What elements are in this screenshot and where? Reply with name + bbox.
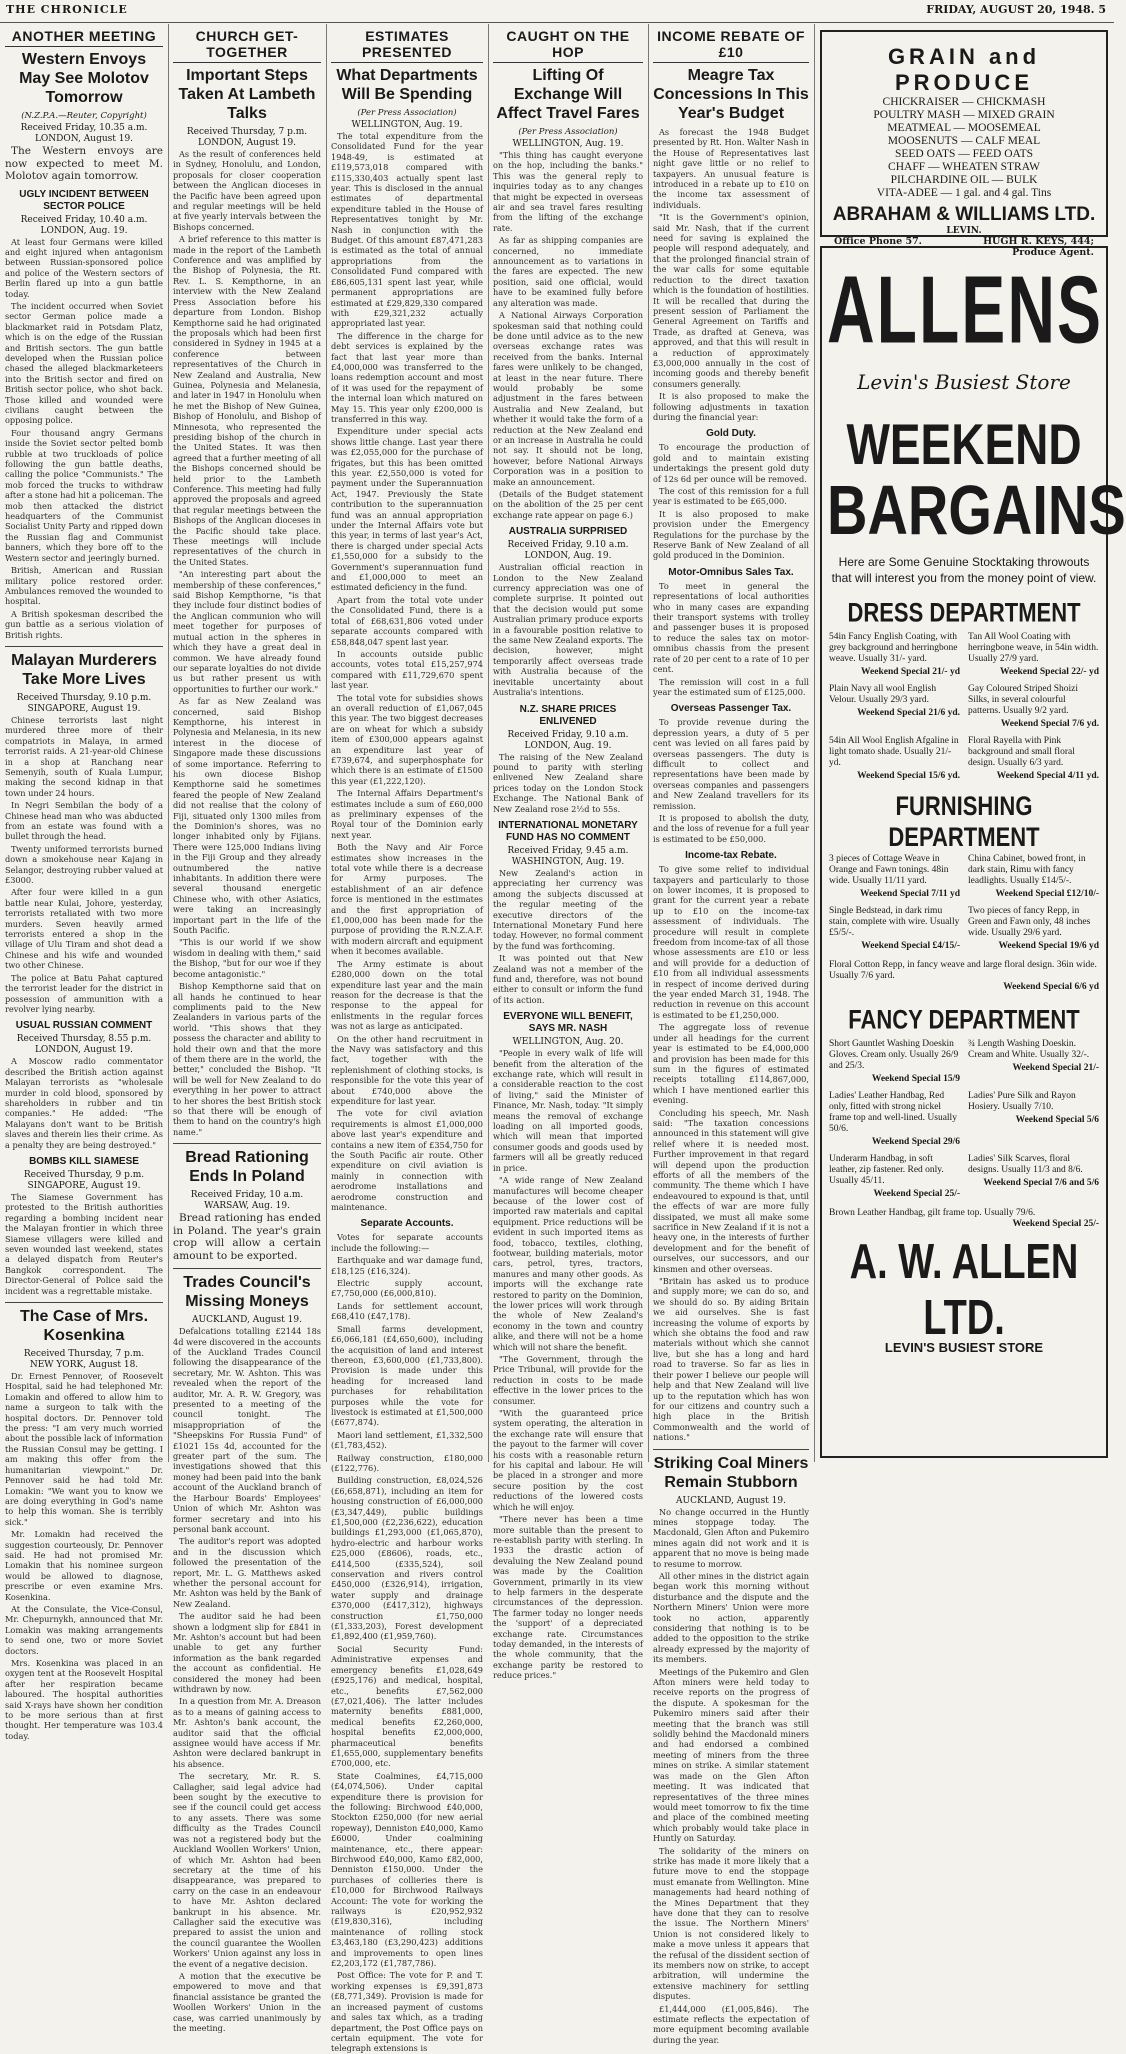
received-line: Received Friday, 10 a.m. [190,1190,304,1201]
column-2 [170,24,324,2033]
divider [5,1302,163,1303]
dateline: LONDON, August 19. [34,1045,134,1056]
paragraph: All other mines in the district again began work this morning without disturbance and the dispute and the Northern Miners' Union were more took no action, apparently considering that nothing is to be added to the opposition to the strike already expressed by the majority of its members. [653,1570,809,1665]
byline: (N.Z.P.A.—Reuter, Copyright) [21,111,147,121]
subheading: N.Z. SHARE PRICES ENLIVENED [519,703,617,727]
dateline: WELLINGTON, Aug. 19. [351,120,463,130]
dateline: LONDON, Aug. 19. [40,225,128,236]
paragraph: State Coalmines, £4,715,000 (£4,074,506). Under capital expenditure there is provision for the following: Birchwood £40,000, Stockton £250,000 (for new aerial ropeway), Denniston £40,000, Kamo £6000, Under coalmining maintenance, etc., there appear: Birchwood £40,000, Kamo £82,000, Denniston £150,000. Under the purchases of collieries there is £10,000 for Birchwood Railways Account: The vote for working the railways is £20,952,932 (£19,830,316), including maintenance of rolling stock £3,463,180 (£3,290,423) additions and improvements to open lines £2,203,172 (£1,787,786). [331,1770,483,1969]
received-line: Received Thursday, 9.10 p.m. [16,692,152,703]
product-line: SEED OATS — FEED OATS [894,148,1033,160]
paragraph: The incident occurred when Soviet sector German police made a blackmarket raid in Potsdam Platz, which is on the edge of the Russian and British sectors. The gun battle developed when the Russian police chased the alleged blackmarketeers into the British sector and fired on British sector police, who shot back. Those killed and wounded were civilians caught between the opposing police. [5,300,163,426]
article-headline: Important Steps Taken At Lambeth Talks [178,67,316,122]
dress-items [827,632,1101,782]
article-kicker: ESTIMATES PRESENTED [331,28,483,63]
subheading: USUAL RUSSIAN COMMENT [15,1020,153,1032]
store-slogan: Levin's Busiest Store [857,370,1071,394]
paragraph: After four were killed in a gun battle near Kulai, Johore, yesterday, terrorists retaliated with two more murders. Seven heavily armed terrorists entered a shop in the village of Ulu Tiram and shot dead a Chinese and his wife and wounded two other Chinese. [5,887,163,971]
column-rule [648,24,649,1462]
paragraph: The vote for civil aviation requirements is almost £1,000,000 above last year's expenditure and contains a new item of £354,750 for the South Pacific air route. Other expenditure on civil aviation is mainly in connection with aerodrome installations and aerodrome construction and maintenance. [331,1108,483,1213]
divider [653,1449,809,1450]
paragraph: Bishop Kempthorne said that on all hands he continued to hear compliments paid to the New Zealanders in various parts of the world. "This shows that they possess the character and ability to hold their own and that the more of them there are in the world, the better," concluded the Bishop. "It will be well for New Zealand to do everything in her power to attract to her shores the best British stock so that there will be enough of them to hand on the country's high name." [173,981,321,1137]
article-headline: Malayan Murderers Take More Lives [11,651,157,688]
firm-name: ABRAHAM & WILLIAMS LTD. [832,204,1096,225]
received-line: Received Thursday, 9 p.m. [23,1169,145,1180]
paragraph: The difference in the charge for debt services is explained by the fact that last year more than £4,000,000 was transferred to the loans redemption account and most of it was used for the repayment of the internal loan which matured on May 15. This year only £200,000 is transferred in this way. [331,330,483,424]
paragraph: "This is our world if we show wisdom in dealing with them," said the Bishop, "but for our woe if they become antagonistic." [173,937,321,979]
subheading: Separate Accounts. [360,1218,454,1230]
paragraph: Dr. Ernest Pennover, of Roosevelt Hospital, said he had telephoned Mr. Lomakin and offered to allow him to name a surgeon to talk with the hospital doctors. Dr. Pennover told the press: "I am very much worried about the possible lack of information the Russian Consul may be getting. I am making this offer from the humanitarian viewpoint." Dr. Pennover said he had told Mr. Lomakin: "We want you to know we are doing everything in God's name to help this woman. She is terribly sick." [5,1371,163,1527]
product-line: PILCHARDINE OIL — BULK [890,174,1038,186]
column-rule [168,24,169,1462]
office-phone: Office Phone 57. [834,236,922,247]
sale-item: 54in All Wool English Afgaline in light tomato shade. Usually 21/- yd. Weekend Special 15/6 yd. [829,736,960,781]
sale-item: Ladies' Silk Scarves, floral designs. Usually 11/3 and 8/6. Weekend Special 7/6 and 5/6 [968,1154,1099,1188]
paragraph: To encourage the production of gold and to maintain existing undertakings the present gold duty of 12s 6d per ounce will be removed. [653,442,809,484]
paragraph: The Siamese Government has protested to the British authorities regarding a bombing incident near the Malayan frontier in which three Siamese villagers were killed and seven wounded last weekend, states a delayed dispatch from Reuter's Bangkok correspondent. The Director-General of Police said the incident was a regrettable mistake. [5,1191,163,1296]
dateline: LONDON, Aug. 19. [524,740,612,751]
subheading: UGLY INCIDENT BETWEEN SECTOR POLICE [19,188,149,212]
subheading: Gold Duty. [706,428,756,440]
column-rule [814,24,815,1462]
paragraph: Mr. Lomakin had received the suggestion courteously, Dr. Pennover said. He had not promised Mr. Lomakin that his nominee surgeon would be allowed to diagnose, prescribe or even examine Mrs. Kosenkina. [5,1529,163,1602]
allens-ad [820,246,1126,1458]
article-headline: Lifting Of Exchange Will Affect Travel Fares [496,67,640,122]
subheading: Income-tax Rebate. [685,850,777,862]
paragraph: The secretary, Mr. R. S. Callagher, said legal advice had been sought by the executive to see if the council could get access to any assets. There was some difficulty as the Trades Council was not a registered body but the Auckland Woollen Workers' Union, of which Mr. Ashton had been secretary at the time of his disappearance, was prepared to carry on the case in an endeavour to have Mr. Ashton declared bankrupt in his absence. Mr. Callagher said the executive was prepared to assist the union and the council guarantee the Woollen Workers' Union against any loss in the event of a negative decision. [173,1771,321,1969]
sale-item: ¾ Length Washing Doeskin. Cream and White. Usually 32/-. Weekend Special 21/- [968,1039,1099,1073]
paragraph: The remission will cost in a full year the estimated sum of £125,000. [653,676,809,697]
sale-item: Floral Cotton Repp, in fancy weave and large floral design. 36in wide. Usually 7/6 yard. Weekend Special 6/6 yd [829,960,1099,992]
dateline: LONDON, Aug. 19. [524,551,612,562]
sale-item: Two pieces of fancy Repp, in Green and Fawn only, 48 inches wide. Usually 29/6 yard. Weekend Special 19/6 yd [968,906,1099,951]
article-headline: Meagre Tax Concessions In This Year's Budget [653,67,809,122]
furnishing-items [827,854,1101,952]
ad-title: PRODUCE [894,70,1033,95]
paragraph: "Britain has asked us to produce and supply more; we can do so, and we should do so. By aiding Britain we aid ourselves. She is fast increasing the volume of exports by which she obtains the food and raw materials without which she cannot live, but she has a long and hard road to traverse. So far as lies in their power I believe our people will help and that New Zealand will live up to the reputation which has won for our citizens and country such a high place in the British Commonwealth and the world of nations." [653,1276,809,1443]
paragraph: New Zealand's action in appreciating her currency was among the subjects discussed at the regular meeting of the executive directors of the International Monetary Fund here today. However, no formal comment by the fund was forthcoming. [493,867,643,951]
dateline: SINGAPORE, August 19. [27,703,141,714]
paragraph: Expenditure under special acts shows little change. Last year there was £2,055,000 for the purchase of frigates, but this has been omitted this year. £2,550,000 is voted for payment under the Superannuation Act, 1947. Previously the State contribution to the superannuation fund was an annual appropriation under the Internal Affairs vote but this year, in terms of last year's Act, there is charged under special Acts £1,550,000 for a subsidy to the Government's superannuation fund and £1,000,000 to meet an estimated deficiency in the fund. [331,426,483,593]
paragraph: The total vote for subsidies shows an overall reduction of £1,067,045 this year. The two biggest decreases are on wheat for which a subsidy item of £300,000 appears against an expenditure last year of £739,674, and superphosphate for which there is an estimate of £1500 this year (£1,222,120). [331,692,483,786]
paragraph: Bread rationing has ended in Poland. The year's grain crop will allow a certain amount to be exported. [173,1212,321,1262]
paragraph: No change occurred in the Huntly mines stoppage today. The Macdonald, Glen Afton and Pukemiro mines again did not work and it is apparent that no move is being made to resume to morrow. [653,1506,809,1569]
dateline: WELLINGTON, Aug. 19. [512,139,624,149]
paragraph: "With the guaranteed price system operating, the alteration in the exchange rate will ensure that the payout to the farmer will cover his costs with a reasonable return for his capital and labour. He will be placed in a stronger and more secure position by the cost reductions of the lowered costs which he will enjoy. [493,1408,643,1512]
column-rule [488,24,489,1462]
product-line: MOOSENUTS — CALF MEAL [887,135,1041,147]
article-kicker: CAUGHT ON THE HOP [493,28,643,63]
ad-title: GRAIN and [887,44,1041,69]
article-kicker: CHURCH GET-TOGETHER [173,28,321,63]
paragraph: The Army estimate is about £280,000 down on the total expenditure last year and the main reason for the decrease is that the response to the appeal for enlistments in the regular forces was not as large as anticipated. [331,958,483,1032]
column-3 [328,24,486,2054]
subheading: BOMBS KILL SIAMESE [29,1155,139,1167]
paragraph: Earthquake and war damage fund, £18,125 (£16,324). [331,1255,483,1276]
fancy-department-heading: FANCY DEPARTMENT [848,1004,1080,1035]
dateline: AUCKLAND, August 19. [192,1315,302,1326]
product-line: CHAFF — WHEATEN STRAW [888,161,1040,173]
paragraph: It is also proposed to make provision under the Emergency Regulations for the purchase by the Reserve Bank of New Zealand of all gold produced in the Dominion. [653,508,809,561]
paragraph: The aggregate loss of revenue under all headings for the current year is estimated to be £4,000,000 and provision has been made for this sum in the figures of estimated receipts totalling £114,867,000, which I have mentioned earlier this evening. [653,1022,809,1106]
product-line: MEATMEAL — MOOSEMEAL [887,122,1041,134]
paragraph: "This thing has caught everyone on the hop, including the banks." This was the general reply to inquiries today as to any changes that might be expected in overseas air and sea travel fares resulting from the lifting of the exchange rate. [493,150,643,233]
paragraph: "People in every walk of life will benefit from the alteration of the exchange rate, which will result in a considerable reaction to the cost of living," said the Minister of Finance, Mr. Nash, today. "It simply means the removal of exchange loading on all imported goods, which will mean that imported consumer goods and goods used by farmers will all be greatly reduced in price. [493,1048,643,1173]
dateline: SINGAPORE, August 19. [27,1180,141,1191]
received-line: Received Friday, 10.35 a.m. [20,123,148,133]
paragraph: £1,444,000 (£1,005,846). The estimate reflects the expectation of more equipment becoming available during the year. [653,2003,809,2045]
paragraph: Electric supply account, £7,750,000 (£6,000,810). [331,1278,483,1299]
paragraph: Concluding his speech, Mr. Nash said: "The taxation concessions announced in this statement will give relief where it is needed most. Further improvement in that regard will depend upon the production efforts of all the members of the community. The theme which I have endeavoured to expound is that, until the effects of war are more fully dissipated, we must all make some sacrifice in New Zealand if it is not a heavy one, in the interests of further development and for the benefit of ourselves, our successors, and our kinsmen and other overseas. [653,1107,809,1274]
paragraph: To give some relief to individual taxpayers and particularly to those on lower incomes, it is proposed to grant for the current year a rebate up to £10 on the income-tax assessment of individuals. The procedure will result in complete freedom from income-tax of all those whose assessments are £10 or less and will provide for a deduction of £10 from all individual assessments in respect of income derived during the year ended March 31, 1948. The reduction in revenue on this account is estimated to be £1,250,000. [653,864,809,1020]
article-headline: The Case of Mrs. Kosenkina [19,1308,149,1345]
paragraph: In accounts outside public accounts, votes total £15,257,974 compared with £11,729,670 spent last year. [331,648,483,691]
dateline: WARSAW, Aug. 19. [204,1201,290,1212]
paragraph: The solidarity of the miners on strike has made it more likely that a future move to end the stoppage must emanate from Wellington. Mine managements had heard nothing of the Mines Department that they have done that they can to resolve the issue. The Northern Miners' Union is not considered likely to make a move unless it appears that the refusal of the dissident section of its members now on strike, to accept arbitration, will undermine the extensive machinery for settling disputes. [653,1845,809,2002]
dateline: AUCKLAND, August 19. [676,1495,786,1506]
column-4 [490,24,646,1681]
paragraph: To meet in general the representations of local authorities who in many cases are expanding their transport systems with trolley and passenger buses it is proposed to reduce the sales tax on motor-omnibus chassis from the present rate of 20 per cent to a rate of 10 per cent. [653,580,809,675]
product-list [828,96,1100,200]
paragraph: "An interesting part about the membership of these conferences," said Bishop Kempthorne, "is that they include four distinct bodies of the Anglican communion who will meet together for purposes of mutual action in the spheres in which they have a great deal in common. We have already found our separate loyalties do not divide us but rather present us with opportunities to further our work." [173,569,321,694]
article-lead: The Western envoys are now expected to meet M. Molotov again tomorrow. [5,145,163,182]
column-1 [2,24,166,1741]
sale-item: Plain Navy all wool English Velour. Usually 29/3 yard. Weekend Special 21/6 yd. [829,684,960,718]
paragraph: "It is the Government's opinion, said Mr. Nash, that if the current need for saving is explained the people will respond adequately, and that the prolonged financial strain of the war calls for some equitable reduction to the direct taxation which is the foundation of hostilities. It will be recalled that during the present session of Parliament the General Agreement on Tariffs and Trade, as drafted at Geneva, was approved, and that this will result in a reduction of approximately £3,000,000 annually in the cost of incoming goods and thereby benefit consumers generally. [653,212,809,389]
paragraph: The police at Batu Pahat captured the terrorist leader for the district in possession of ammunition with a revolver lying nearby. [5,972,163,1014]
paragraph: A motion that the executive be empowered to move and that financial assistance be granted the Woollen Workers' Union in the case, was carried unanimously by the meeting. [173,1970,321,2033]
sale-item: 54in Fancy English Coating, with grey background and herringbone weave. Usually 31/- yard. Weekend Special 21/- yd [829,632,960,677]
paragraph: A British spokesman described the gun battle as a serious violation of British rights. [5,608,163,640]
paragraph: Lands for settlement account, £68,410 (£47,178). [331,1300,483,1322]
paragraph: "There never has been a time more suitable than the present to re-establish parity with sterling. In 1933 the drastic action of devaluing the New Zealand pound was made by the Coalition Government, primarily in its view to help farmers in the desperate circumstances of the depression. The farmer today no longer needs the 'support' of a depreciated exchange rate. Circumstances today demanded, in the interests of the whole community, that the exchange parity be restored to reduce prices." [493,1514,643,1681]
weekend-heading: WEEKEND [846,411,1082,477]
fancy-items [827,1039,1101,1200]
sale-item: Tan All Wool Coating with herringbone weave, in 54in width. Usually 27/9 yard. Weekend Special 22/- yd [968,632,1099,677]
paragraph: Australian official reaction in London to the New Zealand currency appreciation was one of complete surprise. It pointed out that the decision would put some Australian primary produce exports in a favourable position relative to the same New Zealand exports. The decision, however, might temporarily affect overseas trade with Australia because of the inevitable uncertainty about Australia's intentions. [493,562,643,698]
article-headline: Trades Council's Missing Moneys [183,1274,311,1311]
paragraph: Post Office: The vote for P. and T. working expenses is £9,391,873 (£8,771,349). Provision is made for an increased payment of customs and sales tax which, as a trading department, the Post Office pays on certain equipment. The vote for telegraph extensions is [331,1970,483,2054]
firm-town: LEVIN. [946,226,982,236]
product-line: POULTRY MASH — MIXED GRAIN [873,109,1055,121]
column-5 [650,24,812,2045]
masthead [0,0,1114,23]
paragraph: Chinese terrorists last night murdered three more of their compatriots in Malaya, in armed terrorist raids. A 21-year-old Chinese in a shop at Ranchang near Semenyih, south of Kuala Lumpur, making the second kidnap in that town under 24 hours. [5,714,163,798]
dress-department-heading: DRESS DEPARTMENT [847,597,1081,628]
paragraph: Apart from the total vote under the Consolidated Fund, there is a total of £68,631,806 voted under separate accounts compared with £58,848,047 spent last year. [331,594,483,647]
dateline: WELLINGTON, Aug. 20. [512,1037,624,1048]
article-headline: What Departments Will Be Spending [336,67,478,103]
produce-agent: HUGH R. KEYS, 444; Produce Agent. [983,236,1094,258]
article-kicker: ANOTHER MEETING [5,28,163,47]
subheading: AUSTRALIA SURPRISED [508,526,628,538]
divider [173,1143,321,1144]
sale-item: China Cabinet, bowed front, in dark stain, Rimu with fancy leadlights. Usually £14/5/-. Weekend Special £12/10/- [968,854,1099,899]
product-line: CHICKRAISER — CHICKMASH [882,96,1046,108]
paragraph: The cost of this remission for a full year is estimated to be £65,000. [653,486,809,507]
paragraph: On the other hand recruitment in the Navy was satisfactory and this fact, together with the replenishment of clothing stocks, is responsible for the vote this year of about £740,000 above the expenditure for last year. [331,1033,483,1106]
sale-item: Floral Rayella with Pink background and small floral design. Usually 6/3 yard. Weekend Special 4/11 yd. [968,736,1099,781]
column-rule [326,24,327,1462]
subheading: EVERYONE WILL BENEFIT, SAYS MR. NASH [503,1011,633,1035]
dateline: WASHINGTON, Aug. 19. [511,856,625,867]
paragraph: Four thousand angry Germans inside the Soviet sector pelted bomb rubble at two truckloads of police following the gun battle deaths, calling the police "Communists." The mob forced the trucks to withdraw after a stone had hit a policeman. The mob then attacked the district headquarters of the Communist Socialist Unity Party and ripped down the Russian flag and Communist banners, which they bore off to the Western sector and jeeringly burned. [5,427,163,563]
paragraph: In a question from Mr. A. Dreason as to a means of gaining access to Mr. Ashton's bank account, the auditor said that the official assignee would have access if Mr. Ashton were declared bankrupt in his absence. [173,1696,321,1769]
paragraph: The total expenditure from the Consolidated Fund for the year 1948-49, is estimated at £119,573,018 compared with £115,330,403 actually spent last year. This is disclosed in the annual estimates of departmental expenditure tabled in the House of Representatives tonight by Mr. Nash in conjunction with the Budget. Of this amount £87,471,283 is estimated as the total of annual appropriations from the Consolidated Fund compared with £86,605,131 spent last year, while permanent appropriations are estimated at £29,829,330 compared with £29,321,232 actually appropriated last year. [331,131,483,329]
dateline: LONDON, August 19. [197,138,297,148]
paragraph: The Internal Affairs Department's estimates include a sum of £60,000 as preliminary expenses of the Royal tour of the Dominion early next year. [331,788,483,840]
paragraph: As forecast the 1948 Budget presented by Rt. Hon. Walter Nash in the House of Representatives last night gave little or no relief to taxpayers. An unusual feature is introduced in a rebate up to £10 on the income tax assessment of individuals. [653,127,809,210]
paragraph: (Details of the Budget statement on the abolition of the 25 per cent exchange rate appear on page 6.) [493,489,643,520]
received-line: Received Friday, 9.10 a.m. [507,729,629,740]
issue-date: FRIDAY, AUGUST 20, 1948. 5 [926,3,1106,16]
paper-name: THE CHRONICLE [6,3,128,16]
dateline: LONDON, August 19. [34,134,134,144]
subheading: Motor-Omnibus Sales Tax. [668,566,794,578]
paragraph: Meetings of the Pukemiro and Glen Afton miners were held today to receive reports on the progress of the dispute. A spokesman for the Pukemiro miners said after their meeting that the branch was still solidly behind the Macdonald miners and had endorsed a combined meeting of miners from the three mines on strike. A similar statement was made on the Glen Afton meeting. It was indicated that representatives of the three mines would meet tomorrow to fix the time and place of the combined meeting which probably would take place in Huntly on Saturday. [653,1666,809,1844]
article-headline: Bread Rationing Ends In Poland [185,1149,309,1186]
paragraph: It is proposed to abolish the duty, and the loss of revenue for a full year is estimated to be £50,000. [653,812,809,844]
firm-name: A. W. ALLEN LTD. [849,1235,1079,1346]
paragraph: Defalcations totalling £2144 18s 4d were discovered in the accounts of the Auckland Trades Council following the disappearance of the secretary, Mr. W. Ashton. This was revealed when the report of the auditor, Mr. A. R. W. Gregory, was presented to a meeting of the council tonight. The misappropriation of the "Sheepskins For Russia Fund" of £1021 15s 4d, accounted for the greater part of the sum. The investigations showed that this money had been paid into the bank account of the Auckland branch of the Harbour Boards' Employees' Union of which Mr. Ashton was former secretary and into his personal bank account. [173,1326,321,1534]
received-line: Received Thursday, 7 p.m. [23,1349,145,1360]
paragraph: Railway construction, £180,000 (£122,776). [331,1452,483,1473]
paragraph: As far as shipping companies are concerned, no immediate announcement as to variations in the fares are expected. The new position, said one official, would have to be examined fully before any alteration was made. [493,235,643,308]
divider [5,646,163,647]
product-line: VITA-ADEE — 1 gal. and 4 gal. Tins [876,187,1052,199]
received-line: Received Friday, 10.40 a.m. [20,214,148,225]
dateline: NEW YORK, August 18. [29,1360,139,1371]
paragraph: To provide revenue during the depression years, a duty of 5 per cent was levied on all fares paid by overseas passengers. The duty is difficult to collect and representations have been made by overseas companies and passengers and New Zealand travellers for its remission. [653,717,809,811]
paragraph: The raising of the New Zealand pound to parity with sterling enlivened New Zealand share prices today on the London Stock Exchange. The National Bank of New Zealand rose 2½d to 55s. [493,751,643,814]
store-name: ALLENS [827,255,1103,363]
paragraph: A brief reference to this matter is made in the report of the Lambeth Conference and was amplified by the Bishop of Polynesia, the Rt. Rev. L. S. Kempthorne, in an interview with the New Zealand Press Association before his departure from London. Bishop Kempthorne said he had originated the proposals which had been first considered in Sydney in 1945 at a conference between representatives of the Church in New Zealand and Australia, New Guinea, Polynesia and Melanesia, and later in 1947 in Honolulu when he met the Bishop of New Guinea, Bishop of Honolulu, and Bishop of Minnesota, who represented the presiding bishop of the church in the United States. It was then agreed that a further meeting of all the Bishops concerned should be held prior to the Lambeth Conference. This meeting had fully approved the proposals and agreed that regular meetings between the Bishops of the Anglican dioceses in the Pacific should take place. These meetings will include representatives of the church in the United States. [173,234,321,567]
paragraph: At least four Germans were killed and eight injured when antagonism between Russian-sponsored police and police of the Western sectors of Berlin flared up into a gun battle today. [5,236,163,299]
ad-intro: Here are Some Genuine Stocktaking throwouts that will interest you from the money point of view. [831,555,1097,585]
furnishing-department-heading: FURNISHING DEPARTMENT [888,790,1040,852]
received-line: Received Thursday, 8.55 p.m. [16,1034,152,1045]
grain-produce-ad [820,30,1108,258]
paragraph: The auditor said he had been shown a lodgment slip for £841 in Mr. Ashton's account but had been unable to get any further information as the bank regarded the account as confidential. He considered the money had been withdrawn by now. [173,1611,321,1694]
paragraph: As the result of conferences held in Sydney, Honolulu, and London, proposals for closer cooperation between the Anglican dioceses in the Pacific have been agreed upon and regular meetings will be held at five yearly intervals between the Bishops concerned. [173,149,321,232]
paragraph: In Negri Sembilan the body of a Chinese head man who was abducted from an estate was found with a bullet through the head. [5,800,163,842]
store-tagline: LEVIN'S BUSIEST STORE [884,1340,1044,1355]
received-line: Received Friday, 9.10 a.m. [507,540,629,551]
sale-item: Ladies' Leather Handbag, Red only, fitted with strong nickel frame top and well-lined. Usually 50/6. Weekend Special 29/6 [829,1091,960,1147]
paragraph: Both the Navy and Air Force estimates show increases in the total vote while there is a decrease for Army purposes. The establishment of an air defence force is mentioned in the estimates and the first appropriation of £1,000,000 has been made for the purpose of providing the R.N.Z.A.F. with modern aircraft and equipment when it becomes available. [331,842,483,957]
sale-item: Brown Leather Handbag, gilt frame top. Usually 79/6. Weekend Special 25/- [829,1208,1099,1229]
received-line: Received Thursday, 7 p.m. [186,127,308,137]
divider [173,1268,321,1269]
sale-item: Single Bedstead, in dark rimu stain, complete with wire. Usually £5/5/-. Weekend Special £4/15/- [829,906,960,951]
byline: (Per Press Association) [357,108,457,118]
sale-item: Ladies' Pure Silk and Rayon Hosiery. Usually 7/10. Weekend Special 5/6 [968,1091,1099,1125]
paragraph: Mrs. Kosenkina was placed in an oxygen tent at the Roosevelt Hospital after her respiration became laboured. The hospital authorities said X-rays have shown her condition to be more serious than at first thought. Her temperature was 103.4 today. [5,1658,163,1741]
paragraph: Votes for separate accounts include the following:— [331,1232,483,1253]
paragraph: "The Government, through the Price Tribunal, will provide for the reduction in costs to be made effective in the lower prices to the consumer. [493,1354,643,1406]
paragraph: Building construction, £8,024,526 (£6,658,871), including an item for housing construction of £6,000,000 (£3,347,449), public buildings £1,500,000 (£2,236,622), education buildings £1,293,000 (£1,065,870), hydro-electric and harbour works £25,000 (£8606), roads, etc., £414,500 (£335,524), soil conservation and rivers control £450,000 (£326,914), irrigation, water supply and drainage £370,000 (£417,312), highways construction £1,750,000 (£1,333,203), Forest development £1,892,400 (£1,959,760). [331,1475,483,1642]
paragraph: Maori land settlement, £1,332,500 (£1,783,452). [331,1429,483,1451]
paragraph: A Moscow radio commentator described the British action against Malayan terrorists as "wholesale murder in cold blood, sponsored by shareholders in rubber and tin companies." He added: "The Malayans don't want to be British slaves and therein lies their crime. As a penalty they are being destroyed." [5,1056,163,1150]
received-line: Received Friday, 9.45 a.m. [507,845,629,856]
paragraph: Social Security Fund: Administrative expenses and emergency benefits £1,028,649 (£925,176) and medical, hospital, etc., benefits £7,562,000 (£7,021,406). The latter includes maternity benefits £881,000, medical benefits £2,260,000, hospital benefits £2,000,000, pharmaceutical benefits £1,655,000, supplementary benefits £700,000, etc. [331,1643,483,1769]
subheading: Overseas Passenger Tax. [670,703,792,715]
paragraph: "A wide range of New Zealand manufactures will become cheaper because of the lower cost of imported raw materials and capital equipment. Price reductions will be evident in such imported items as food, tobacco, textiles, clothing, footwear, building materials, motor cars, petrol, tyres, tractors, manures and many other goods. As imports will the exchange rate restored to parity on the Dominion, the lower prices will work through the whole of New Zealand's economy in the town and country alike, and there will not be a home which will not share the benefit. [493,1175,643,1352]
article-kicker: INCOME REBATE OF £10 [653,28,809,63]
sale-item: Short Gauntlet Washing Doeskin Gloves. Cream only. Usually 26/9 and 25/3. Weekend Special 15/9 [829,1039,960,1084]
paragraph: At the Consulate, the Vice-Consul, Mr. Chepurnykh, announced that Mr. Lomakin was making arrangements to send one, two or more Soviet doctors. [5,1603,163,1656]
paragraph: Twenty uniformed terrorists burned down a smokehouse near Kajang in Selangor, destroying rubber valued at £3000. [5,843,163,886]
bargains-heading: BARGAINS [827,470,1126,549]
subheading: INTERNATIONAL MONETARY FUND HAS NO COMMENT [498,819,638,843]
sale-item: Gay Coloured Striped Shoizi Silks, in several colourful patterns. Usually 9/2 yard. Weekend Special 7/6 yd. [968,684,1099,729]
paragraph: British, American and Russian military police restored order. Ambulances removed the wounded to hospital. [5,565,163,607]
byline: (Per Press Association) [518,127,618,137]
sale-item: Underarm Handbag, in soft leather, zip fastener. Red only. Usually 45/11. Weekend Special 25/- [829,1154,960,1199]
article-headline: Striking Coal Miners Remain Stubborn [653,1454,809,1491]
paragraph: It was pointed out that New Zealand was not a member of the fund and, therefore, was not bound either to consult or inform the fund of its action. [493,953,643,1005]
article-headline: Western Envoys May See Molotov Tomorrow [19,51,149,106]
paragraph: A National Airways Corporation spokesman said that nothing could be done until advice as to the new overseas exchange rates was received from the banks. Internal fares were unlikely to be changed, at least in the near future. There would probably be some adjustment in the fares between Australia and New Zealand, but whether it would take the form of a reduction at the New Zealand end or an increase in Australia he could not say. It should not be long, however, before National Airways Corporation was in a position to make an announcement. [493,310,643,487]
paragraph: Small farms development, £6,066,181 (£4,650,600), including the acquisition of land and interest thereon, £3,600,000 (£1,733,800). Provision is made under this heading for increased land purchases for rehabilitation purposes while the vote for livestock is estimated at £1,500,000 (£677,874). [331,1323,483,1428]
paragraph: It is also proposed to make the following adjustments in taxation during the financial year: [653,391,809,422]
paragraph: The auditor's report was adopted and in the discussion which followed the presentation of the report, Mr. L. G. Matthews asked whether the personal account for Mr. Ashton was held by the Bank of New Zealand. [173,1536,321,1609]
sale-item: 3 pieces of Cottage Weave in Orange and Fawn tonings. 48in wide. Usually 11/11 yard. Weekend Special 7/11 yd [829,854,960,899]
paragraph: As far as New Zealand was concerned, said Bishop Kempthorne, his interest in Polynesia and Melanesia, in its new interest in the diocese of Singapore made these discussions of some importance. Referring to his own diocese Bishop Kempthorne said he sometimes feared the people of New Zealand did not realise that the colony of Fiji, situated only 1300 miles from the Dominion's shores, was no longer inhabited only by Fijians. There were 125,000 Indians living in the Fiji Group and they already outnumbered the native inhabitants. In addition there were several thousand energetic Chinese who, with other Asiatics, were taking an increasingly important part in the life of the South Pacific. [173,696,321,936]
